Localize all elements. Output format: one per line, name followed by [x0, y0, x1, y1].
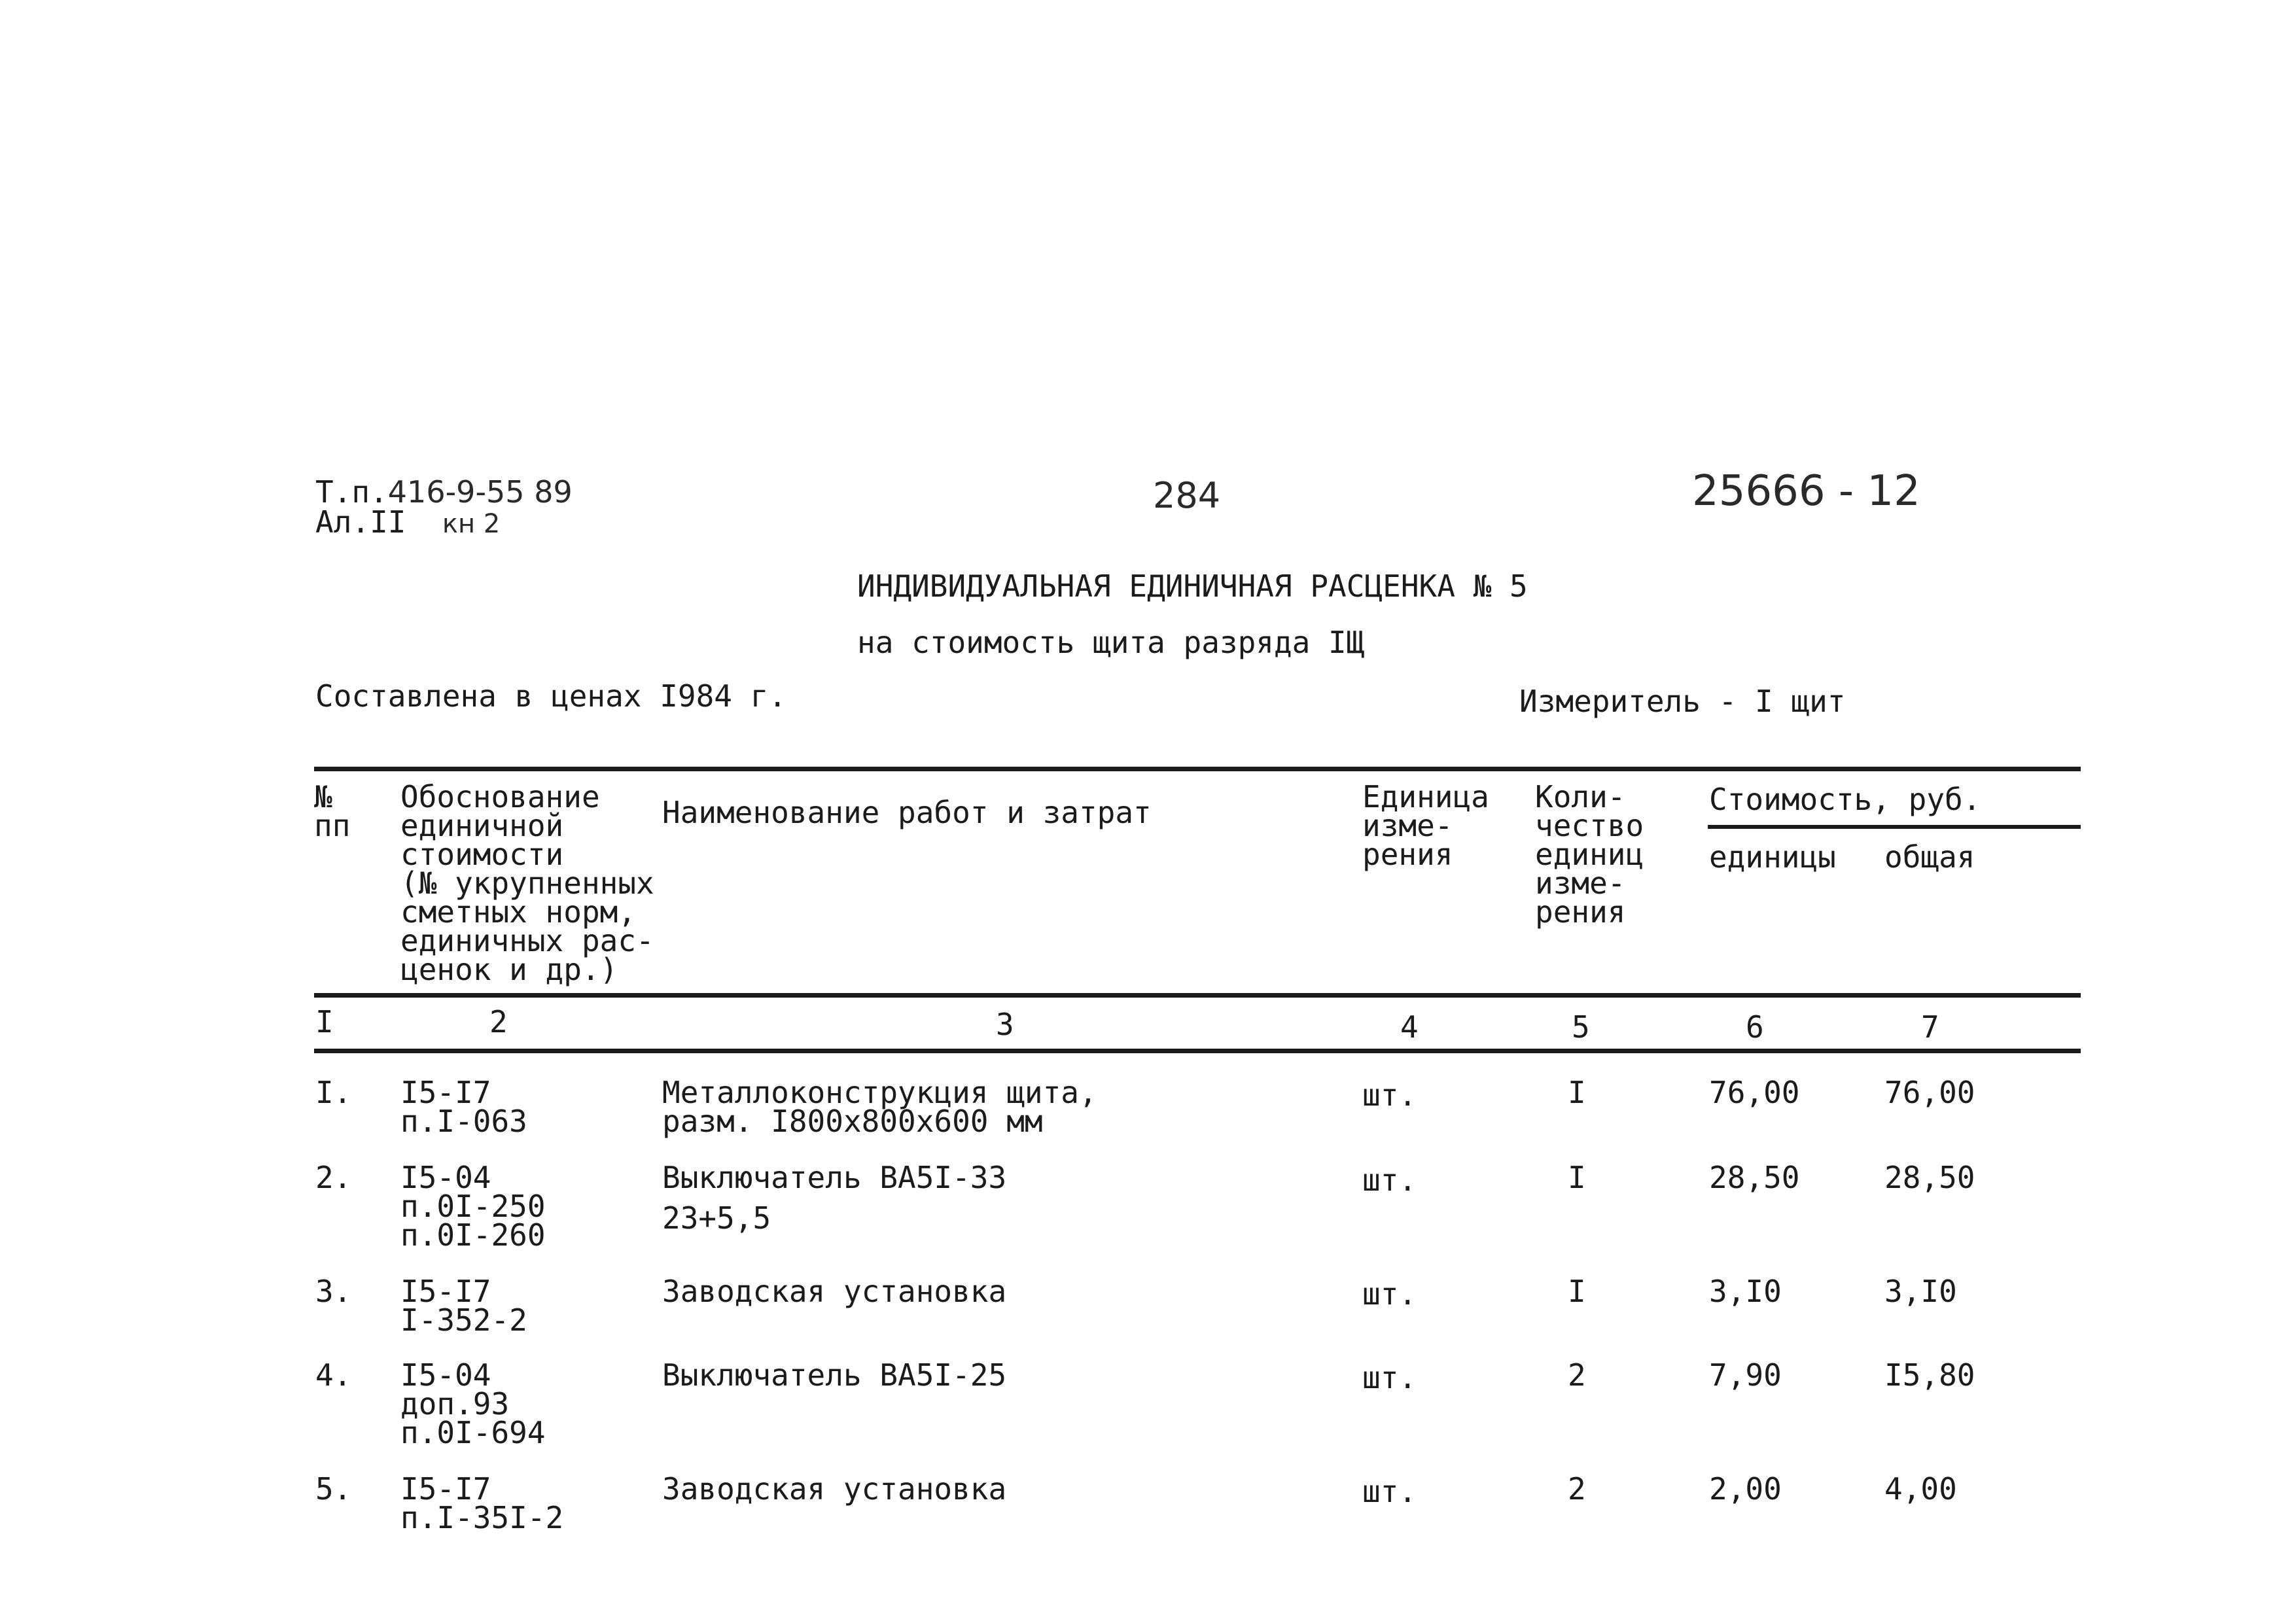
row-qty: 2: [1568, 1357, 1586, 1393]
row-unit: шт.: [1362, 1360, 1417, 1395]
header-unit: Единица изме- рения: [1362, 779, 1489, 872]
row-cost-total: 3,I0: [1884, 1274, 1957, 1309]
column-number: 3: [996, 1007, 1014, 1042]
row-basis: I5-04 п.0I-250 п.0I-260: [400, 1160, 546, 1253]
row-unit: шт.: [1362, 1162, 1417, 1198]
doc-ref-value: 416-9-55 89: [387, 474, 573, 510]
archive-number: 25666 - 12: [1692, 467, 1920, 515]
doc-ref-line1: [315, 474, 573, 510]
row-no: 3.: [315, 1274, 352, 1309]
row-unit: шт.: [1362, 1276, 1417, 1312]
column-number: I: [315, 1004, 334, 1039]
column-number: 6: [1746, 1009, 1764, 1045]
doc-ref-line2: [315, 504, 501, 540]
page-subtitle: на стоимость щита разряда IЩ: [857, 625, 1365, 660]
row-basis: I5-04 доп.93 п.0I-694: [400, 1357, 546, 1450]
row-basis: I5-I7 п.I-063: [400, 1075, 527, 1139]
table-top-rule: [314, 767, 2081, 771]
row-cost-total: 76,00: [1884, 1075, 1975, 1110]
row-cost-unit: 3,I0: [1709, 1274, 1782, 1309]
header-cost: Стоимость, руб.: [1709, 782, 1981, 817]
row-no: 5.: [315, 1471, 352, 1507]
header-qty: Коли- чество единиц изме- рения: [1535, 779, 1644, 930]
column-number: 5: [1572, 1009, 1590, 1045]
prices-note: Составлена в ценах I984 г.: [315, 678, 787, 714]
column-number: 7: [1921, 1009, 1939, 1045]
header-no: № пп: [314, 779, 351, 843]
row-no: 2.: [315, 1160, 352, 1195]
cost-subheader-rule: [1708, 825, 2081, 829]
row-unit: шт.: [1362, 1077, 1417, 1113]
row-name: Металлоконструкция щита, разм. I800х800х600 мм: [662, 1075, 1097, 1139]
page-title: ИНДИВИДУАЛЬНАЯ ЕДИНИЧНАЯ РАСЦЕНКА № 5: [857, 568, 1528, 604]
row-qty: I: [1568, 1075, 1586, 1110]
row-cost-unit: 2,00: [1709, 1471, 1782, 1507]
row-name: Выключатель ВА5I-25: [662, 1357, 1007, 1393]
row-no: I.: [315, 1075, 352, 1110]
doc-ref-prefix-2: Ал.II: [315, 504, 406, 540]
doc-ref-value-2: кн 2: [442, 509, 501, 539]
doc-ref-prefix: Т.п.: [315, 474, 388, 510]
row-qty: I: [1568, 1160, 1586, 1195]
header-basis: Обоснование единичной стоимости (№ укрупненных сметных норм, единичных рас- ценок и др.): [400, 779, 654, 987]
row-name: Заводская установка: [662, 1471, 1007, 1507]
row-cost-unit: 76,00: [1709, 1075, 1800, 1110]
row-qty: I: [1568, 1274, 1586, 1309]
row-name: Заводская установка: [662, 1274, 1007, 1309]
row-cost-unit: 28,50: [1709, 1160, 1800, 1195]
header-name: Наименование работ и затрат: [662, 795, 1152, 830]
column-number: 2: [489, 1004, 508, 1039]
row-cost-total: 4,00: [1884, 1471, 1957, 1507]
row-name: Выключатель ВА5I-33 23+5,5: [662, 1160, 1007, 1236]
header-cost-unit: единицы: [1709, 839, 1836, 875]
row-qty: 2: [1568, 1471, 1586, 1507]
row-no: 4.: [315, 1357, 352, 1393]
row-basis: I5-I7 I-352-2: [400, 1274, 527, 1338]
column-numbers-rule: [314, 1049, 2081, 1053]
row-cost-total: I5,80: [1884, 1357, 1975, 1393]
row-unit: шт.: [1362, 1474, 1417, 1509]
header-cost-total: общая: [1884, 839, 1975, 875]
meter-note: Измеритель - I щит: [1519, 684, 1846, 719]
row-basis: I5-I7 п.I-35I-2: [400, 1471, 564, 1535]
column-number: 4: [1400, 1009, 1419, 1045]
row-cost-unit: 7,90: [1709, 1357, 1782, 1393]
row-cost-total: 28,50: [1884, 1160, 1975, 1195]
page-number: 284: [1153, 475, 1221, 516]
header-bottom-rule: [314, 993, 2081, 998]
